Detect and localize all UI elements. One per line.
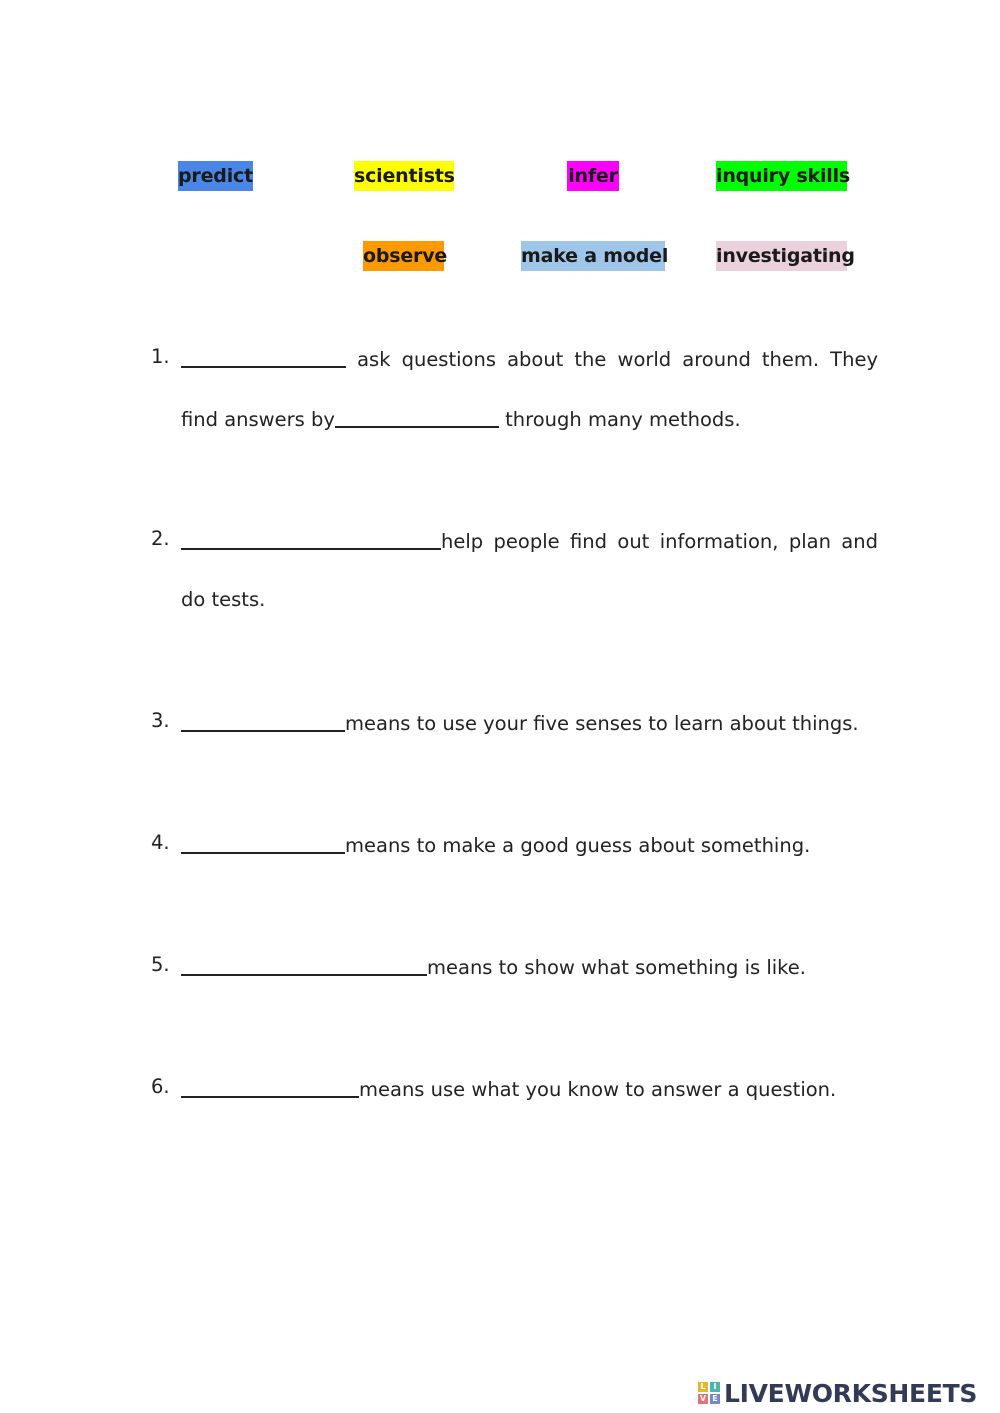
question-2-line-1-text: help people find out information, plan and [441,530,878,553]
question-4-body [181,828,810,861]
question-1-blank-1[interactable] [181,344,346,368]
word-bank-inquiry-skills[interactable]: inquiry skills [716,161,847,191]
question-1-line-2-body [181,402,741,435]
question-2-line-2-text: do tests. [181,588,266,611]
question-5 [0,950,1000,980]
word-bank-scientists[interactable]: scientists [354,161,454,191]
question-5-blank[interactable] [181,952,427,976]
liveworksheets-logo-icon [698,1382,720,1404]
word-bank-make-a-model[interactable]: make a model [521,241,665,271]
liveworksheets-logo[interactable] [698,1375,977,1411]
question-1-line-2-prefix: find answers by [181,408,335,431]
question-4-blank[interactable] [181,830,345,854]
question-3-text: means to use your five senses to learn about things. [345,712,859,735]
question-3-number: 3. [151,709,170,732]
question-3-body [181,706,859,739]
question-6-body [181,1072,836,1105]
question-4-number: 4. [151,831,170,854]
question-3 [0,706,1000,736]
question-5-body [181,950,806,983]
question-1-line-2-suffix: through many methods. [505,408,741,431]
question-5-number: 5. [151,953,170,976]
question-5-text: means to show what something is like. [427,956,806,979]
question-3-blank[interactable] [181,708,345,732]
question-2-number: 2. [151,527,170,550]
question-6-text: means use what you know to answer a question. [359,1078,837,1101]
question-2-blank[interactable] [181,526,441,550]
word-bank-investigating[interactable]: investigating [716,241,847,271]
question-2-line-2-body [181,585,265,615]
question-2-text [181,524,878,557]
word-bank-observe[interactable]: observe [363,241,444,271]
logo-mark-i: I [710,1382,720,1392]
logo-mark-v: V [699,1394,707,1403]
logo-mark-l: L [698,1382,708,1392]
question-6-number: 6. [151,1075,170,1098]
question-2-line-1 [0,524,1000,554]
question-4-text: means to make a good guess about something. [345,834,811,857]
question-1-line-1-text: ask questions about the world around them. They [357,348,878,371]
question-1-line-1 [0,342,1000,372]
question-1-number: 1. [151,345,170,368]
liveworksheets-logo-text: LIVEWORKSHEETS [724,1378,978,1408]
question-6-blank[interactable] [181,1074,359,1098]
question-1-line-2 [0,402,1000,432]
question-6 [0,1072,1000,1102]
question-1-blank-2[interactable] [335,404,499,428]
logo-mark-e: E [710,1394,720,1404]
question-4 [0,828,1000,858]
word-bank-infer[interactable]: infer [567,161,619,191]
question-2-line-2 [0,585,1000,615]
word-bank-predict[interactable]: predict [178,161,253,191]
question-1-text [181,342,878,375]
